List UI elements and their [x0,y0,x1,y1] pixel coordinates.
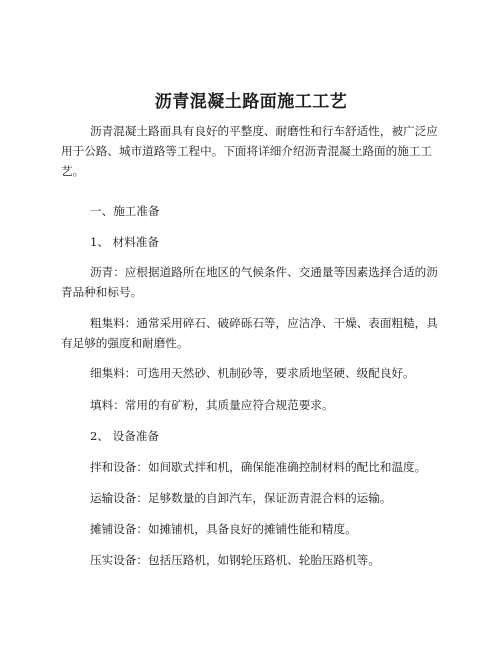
section-heading-preparation: 一、施工准备 [90,204,160,218]
paragraph-mixing-equipment: 拌和设备：如间歇式拌和机，确保能准确控制材料的配比和温度。 [90,460,427,474]
subsection-heading-equipment: 2、 设备准备 [90,429,160,443]
intro-paragraph: 沥青混凝土路面具有良好的平整度、耐磨性和行车舒适性，被广泛应用于公路、城市道路等工程中。下面将详细介绍沥青混凝土路面的施工工艺。 [61,124,438,178]
document-title: 沥青混凝土路面施工工艺 [154,92,348,112]
paragraph-transport-equipment: 运输设备：足够数量的自卸汽车，保证沥青混合料的运输。 [90,491,392,505]
paragraph-paving-equipment: 摊铺设备：如摊铺机，具备良好的摊铺性能和精度。 [90,522,357,536]
paragraph-coarse-aggregate: 粗集料：通常采用碎石、破碎砾石等，应洁净、干燥、表面粗糙，具有足够的强度和耐磨性。 [61,316,438,350]
subsection-heading-materials: 1、 材料准备 [90,235,160,249]
paragraph-asphalt: 沥青：应根据道路所在地区的气候条件、交通量等因素选择合适的沥青品种和标号。 [61,265,438,299]
paragraph-fine-aggregate: 细集料：可选用天然砂、机制砂等，要求质地坚硬、级配良好。 [90,366,415,380]
paragraph-filler: 填料：常用的有矿粉，其质量应符合规范要求。 [90,398,334,412]
paragraph-compaction-equipment: 压实设备：包括压路机，如钢轮压路机、轮胎压路机等。 [90,553,380,567]
